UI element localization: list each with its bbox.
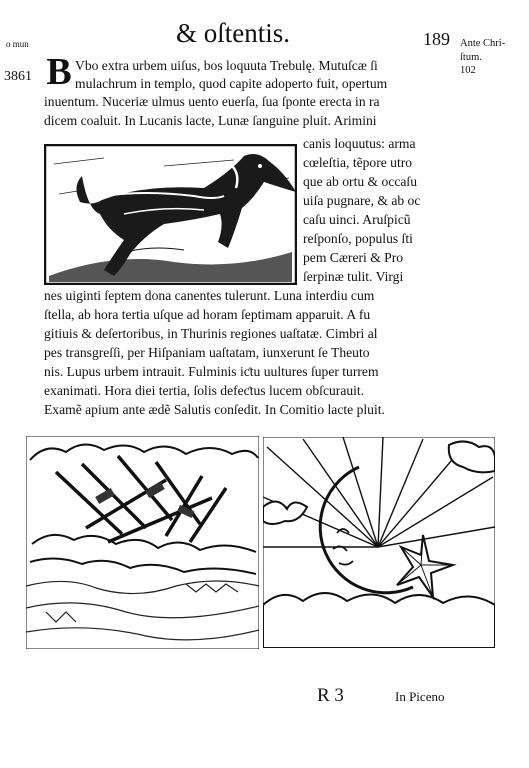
text-line-6: cœleſtia, tẽpore utro (303, 155, 413, 170)
text-line-5: canis loquutus: arma (303, 136, 416, 151)
text-line-2: mulachrum in templo, quod capite adoperto fuit, opertum (75, 76, 388, 91)
catchword: In Piceno (395, 689, 445, 704)
text-line-3: inuentum. Nuceriæ ulmus uento euerſa, ſua ſponte erecta in ra (44, 94, 380, 109)
text-line-13: nes uiginti ſeptem dona canentes tulerunt. Luna interdiu cum (44, 288, 375, 303)
text-line-17: nis. Lupus urbem intrauit. Fulminis iƈtu uultures ſuper turrem (44, 364, 379, 379)
dropcap-initial: B (46, 51, 72, 93)
signature-mark: R 3 (317, 685, 344, 706)
text-line-4: dicem coaluit. In Lucanis lacte, Lunæ ſanguine pluit. Arimini (44, 113, 377, 128)
celestial-arms-woodcut (26, 436, 259, 649)
text-line-14: ſtella, ab hora tertia uſque ad horam ſeptimam apparuit. A fu (44, 307, 371, 322)
text-line-9: caſu uinci. Aruſpicũ (303, 212, 411, 227)
text-line-12: ſerpinæ tulit. Virgi (303, 269, 404, 284)
text-line-16: pes transgreſſi, per Hiſpaniam uaſtatam, iunxerunt ſe Theuto (44, 345, 370, 360)
text-line-10: reſponſo, populus ſti (303, 231, 413, 246)
text-line-8: uiſa pugnare, & ab oc (303, 193, 421, 208)
text-line-19: Examẽ apium ante ædẽ Salutis conſedit. In Comitio lacte pluit. (44, 402, 385, 417)
margin-note-left: 3861 (4, 69, 32, 84)
header-left-fragment: o mun (6, 39, 29, 49)
text-line-18: exanimati. Hora diei tertia, ſolis defeƈtus lucem obſcurauit. (44, 383, 365, 398)
dog-woodcut (44, 144, 297, 285)
text-line-11: pem Cæreri & Pro (303, 250, 404, 265)
text-line-15: gitiuis & deſertoribus, in Thurinis regiones uaſtatæ. Cimbri al (44, 326, 378, 341)
margin-note-right: Ante Chri- ſtum. 102 (460, 38, 506, 77)
moon-and-star-woodcut (263, 437, 495, 648)
page-number: 189 (423, 29, 450, 49)
text-line-1: Vbo extra urbem uiſus, bos loquuta Trebulę. Mutuſcæ ſi (75, 58, 378, 73)
running-title: & oſtentis. (176, 18, 290, 48)
text-line-7: que ab ortu & occaſu (303, 174, 417, 189)
